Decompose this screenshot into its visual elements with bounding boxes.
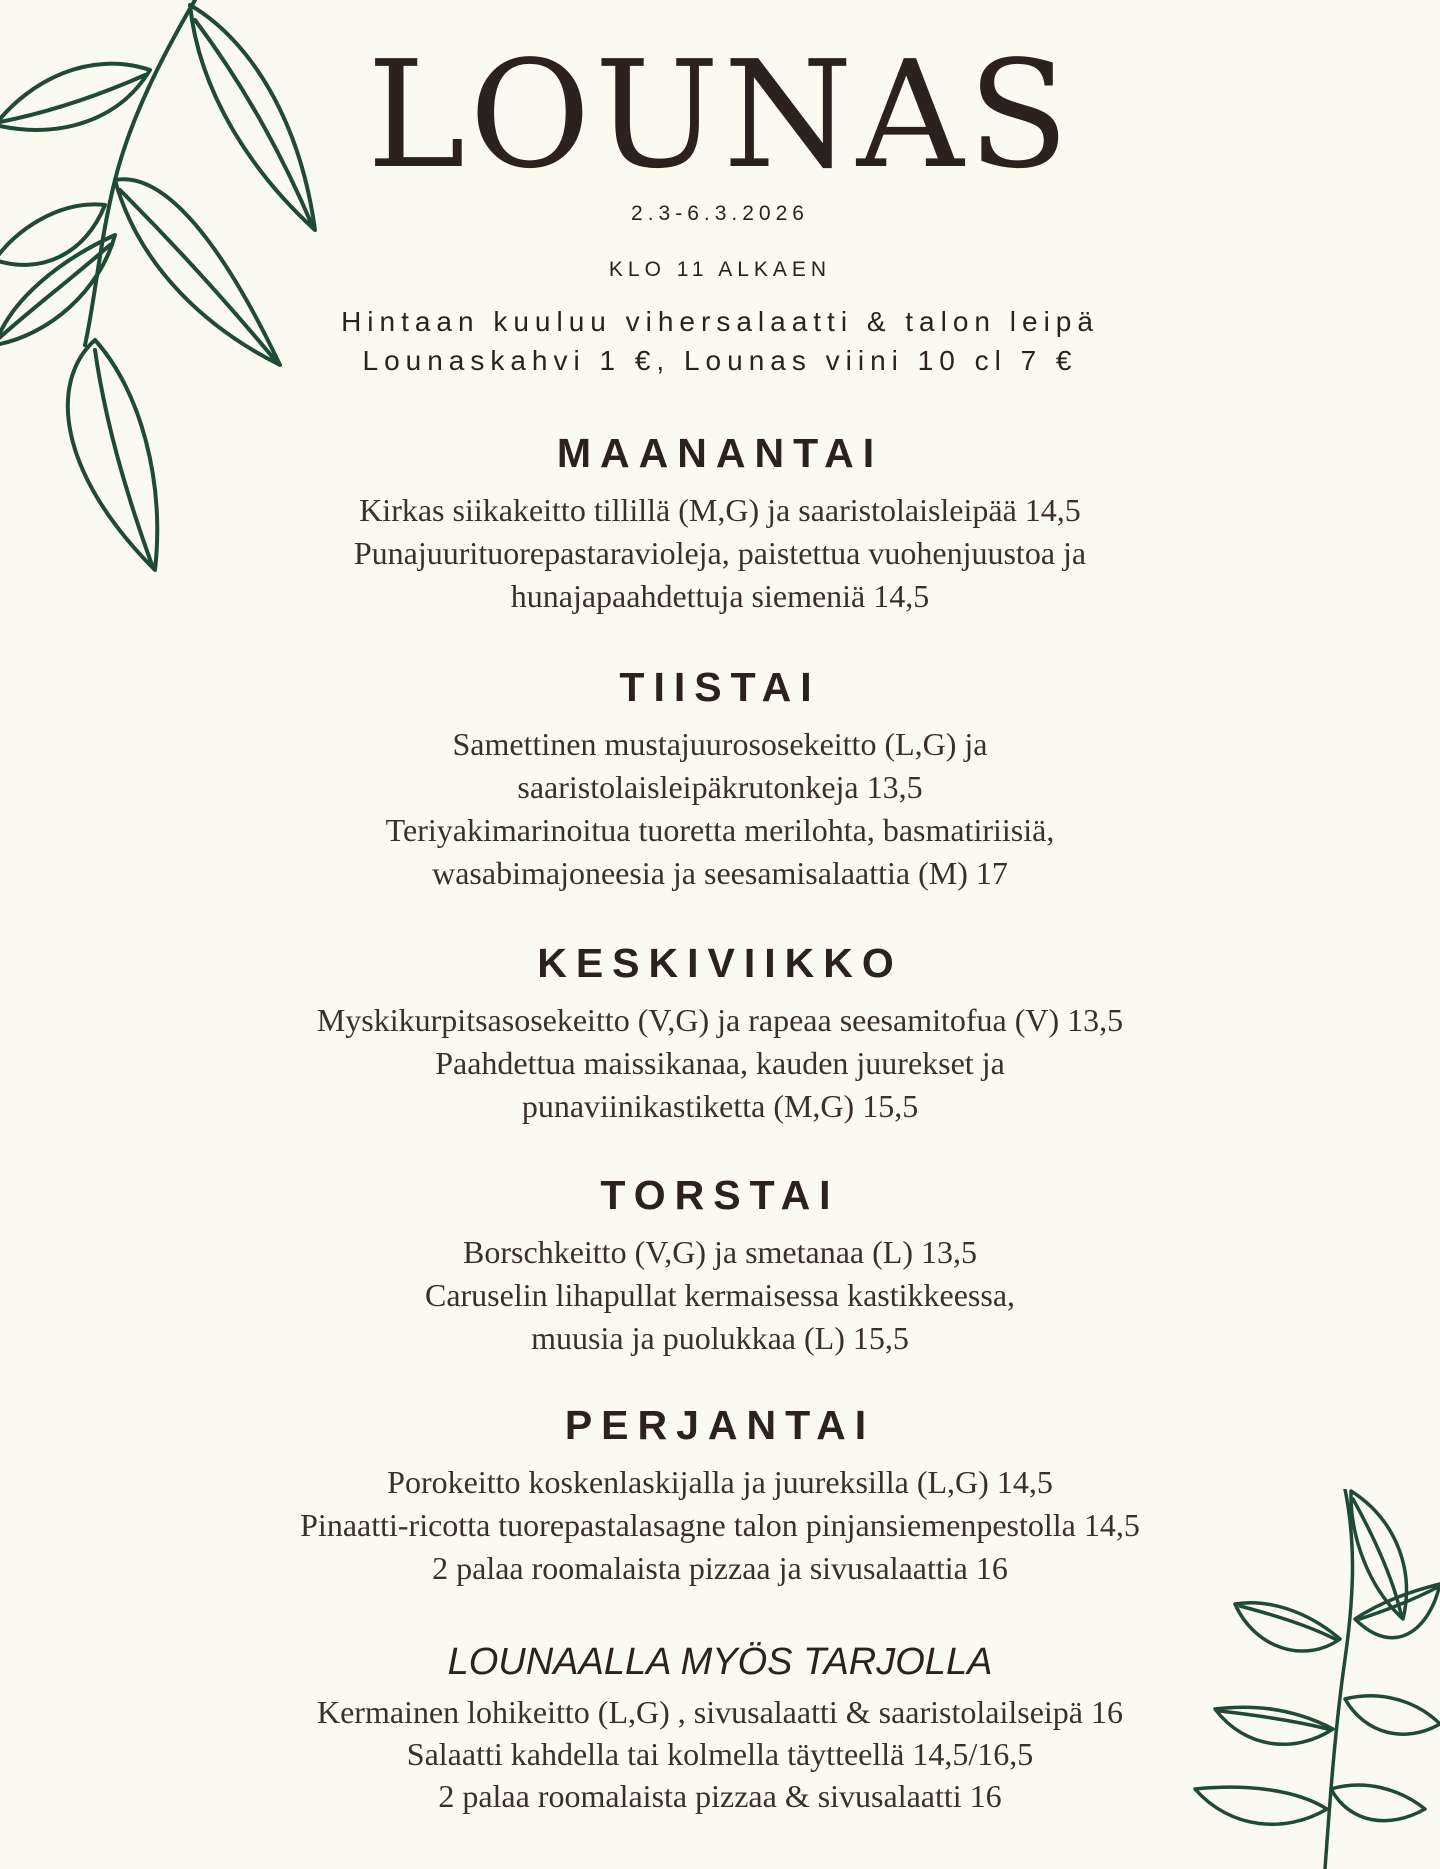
dish-line: Pinaatti-ricotta tuorepastalasagne talon pinjansiemenpestolla 14,5: [300, 1507, 1140, 1543]
extra-heading: LOUNAALLA MYÖS TARJOLLA: [447, 1641, 993, 1683]
dish-line: punaviinikastiketta (M,G) 15,5: [521, 1088, 919, 1124]
day-heading-torstai: TORSTAI: [600, 1172, 840, 1218]
dish-line: Kirkas siikakeitto tillillä (M,G) ja saaristolaisleipää 14,5: [359, 492, 1081, 528]
info-line: Hintaan kuuluu vihersalaatti & talon leipä: [341, 306, 1099, 337]
day-heading-tiistai: TIISTAI: [619, 664, 821, 710]
dish-line: Salaatti kahdella tai kolmella täytteellä 14,5/16,5: [406, 1736, 1034, 1772]
dish-line: Paahdettua maissikanaa, kauden juurekset ja: [435, 1045, 1005, 1081]
day-heading-maanantai: MAANANTAI: [556, 430, 884, 476]
date-range: 2.3-6.3.2026: [631, 202, 809, 225]
dish-line: Teriyakimarinoitua tuoretta merilohta, basmatiriisiä,: [385, 812, 1055, 848]
dish-line: Kermainen lohikeitto (L,G) , sivusalaatti & saaristolailseipä 16: [316, 1694, 1123, 1730]
dish-line: saaristolaisleipäkrutonkeja 13,5: [517, 769, 923, 805]
dish-line: Borschkeitto (V,G) ja smetanaa (L) 13,5: [463, 1234, 977, 1270]
dish-line: 2 palaa roomalaista pizzaa & sivusalaatti 16: [438, 1778, 1002, 1814]
dish-line: 2 palaa roomalaista pizzaa ja sivusalaattia 16: [432, 1550, 1008, 1586]
dish-line: Myskikurpitsasosekeitto (V,G) ja rapeaa seesamitofua (V) 13,5: [316, 1002, 1124, 1038]
day-heading-perjantai: PERJANTAI: [564, 1402, 876, 1448]
opening-time: KLO 11 ALKAEN: [608, 258, 832, 281]
dish-line: wasabimajoneesia ja seesamisalaattia (M) 17: [432, 855, 1008, 891]
info-line: Lounaskahvi 1 €, Lounas viini 10 cl 7 €: [362, 345, 1078, 376]
dish-line: Caruselin lihapullat kermaisessa kastikkeessa,: [424, 1277, 1016, 1313]
day-heading-keskiviikko: KESKIVIIKKO: [537, 940, 903, 986]
page-title: LOUNAS: [366, 29, 1074, 201]
dish-line: Porokeitto koskenlaskijalla ja juureksilla (L,G) 14,5: [387, 1464, 1053, 1500]
dish-line: muusia ja puolukkaa (L) 15,5: [531, 1320, 909, 1356]
dish-line: Samettinen mustajuurososekeitto (L,G) ja: [452, 726, 988, 762]
dish-line: Punajuurituorepastaravioleja, paistettua vuohenjuustoa ja: [353, 535, 1087, 571]
dish-line: hunajapaahdettuja siemeniä 14,5: [510, 578, 930, 614]
